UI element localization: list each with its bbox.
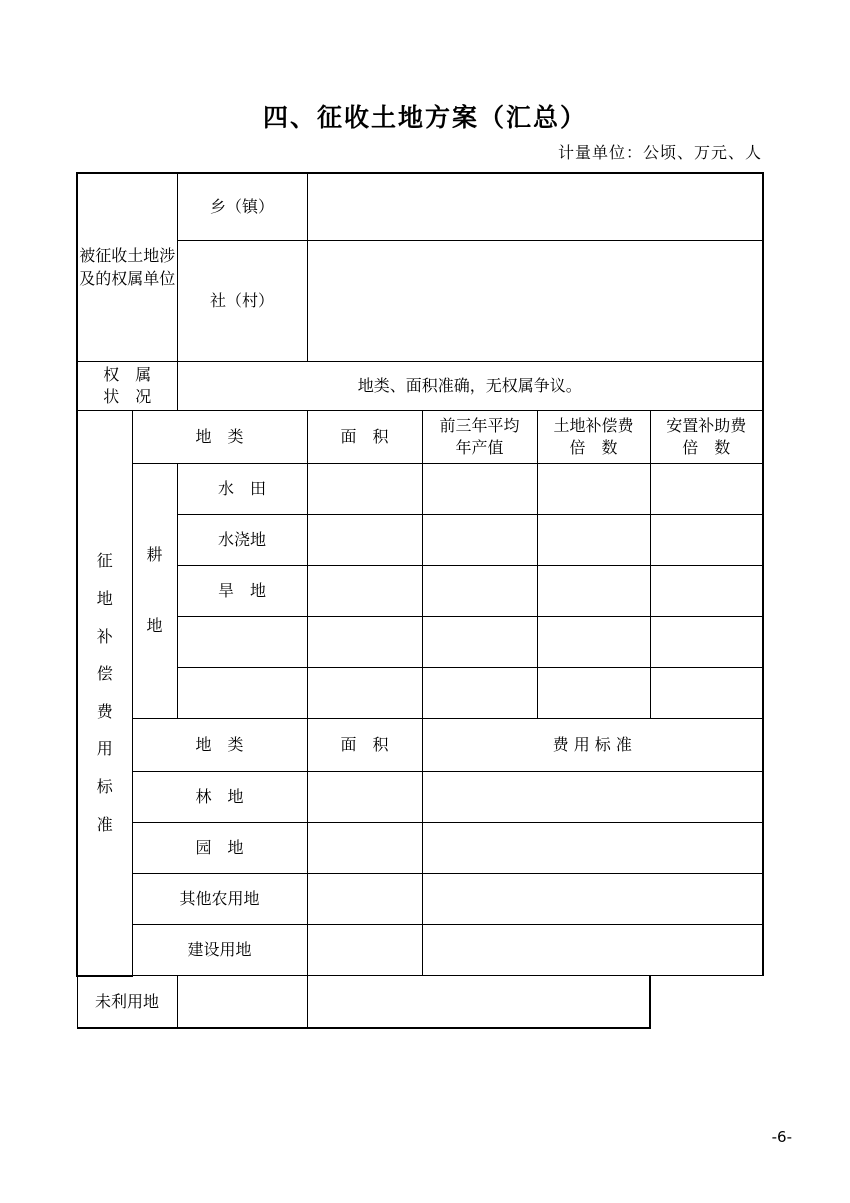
vlabel-char-1: 地 [96, 588, 113, 608]
cell-paddy-land-comp[interactable] [537, 464, 650, 515]
header-land-compensation-line2: 倍 数 [569, 438, 618, 457]
cell-irrigated-land-comp[interactable] [537, 515, 650, 566]
cell-dry-resettle[interactable] [650, 566, 763, 617]
vlabel-char-2: 补 [96, 626, 113, 646]
ownership-units-label-text: 被征收土地涉及的权属单位 [79, 246, 176, 288]
table-row-unused-land [77, 976, 763, 1028]
row-label-dry-land: 旱 地 [177, 566, 307, 617]
table-row-ownership-status [77, 362, 763, 411]
vlabel-char-7: 准 [96, 814, 113, 834]
row-label-forest-land: 林 地 [132, 772, 307, 823]
measurement-unit-note: 计量单位：公顷、万元、人 [557, 143, 762, 162]
header-resettlement-line1: 安置补助费 [666, 415, 747, 435]
header2-area: 面 积 [307, 719, 422, 772]
header-avg-yield-line2: 年产值 [455, 438, 504, 457]
table-row-garden-land [77, 823, 763, 874]
page-number: -6- [771, 1128, 792, 1146]
page-title: 四、征收土地方案（汇总） [262, 103, 587, 132]
cell-irrigated-resettle[interactable] [650, 515, 763, 566]
header-land-compensation [537, 411, 650, 464]
cell-blank2-area[interactable] [307, 668, 422, 719]
cell-irrigated-avg-yield[interactable] [422, 515, 537, 566]
table-row-dry-land [77, 566, 763, 617]
header-area: 面 积 [307, 411, 422, 464]
land-acquisition-table [76, 172, 764, 1029]
village-value[interactable] [307, 241, 763, 362]
vlabel-char-6: 标 [96, 776, 113, 796]
cell-blank1-avg-yield[interactable] [422, 617, 537, 668]
ownership-status-value[interactable]: 地类、面积准确，无权属争议。 [177, 362, 763, 411]
cell-dry-land-comp[interactable] [537, 566, 650, 617]
cell-blank1-resettle[interactable] [650, 617, 763, 668]
township-value[interactable] [307, 173, 763, 241]
row-label-construction-land: 建设用地 [132, 925, 307, 976]
row-label-irrigated-land: 水浇地 [177, 515, 307, 566]
table-row-blank-2 [77, 668, 763, 719]
cell-forest-fee[interactable] [422, 772, 763, 823]
cell-construction-area[interactable] [307, 925, 422, 976]
cell-otheragri-fee[interactable] [422, 874, 763, 925]
vlabel-char-0: 征 [96, 551, 113, 571]
table-row-construction-land [77, 925, 763, 976]
header-resettlement-subsidy [650, 411, 763, 464]
cell-paddy-resettle[interactable] [650, 464, 763, 515]
cell-unused-area[interactable] [177, 976, 307, 1028]
header-avg-yield [422, 411, 537, 464]
header2-land-type: 地 类 [132, 719, 307, 772]
cell-blank2-resettle[interactable] [650, 668, 763, 719]
cell-construction-fee[interactable] [422, 925, 763, 976]
cell-garden-fee[interactable] [422, 823, 763, 874]
cultivated-label-char-1: 地 [146, 616, 163, 635]
row-label-paddy-field: 水 田 [177, 464, 307, 515]
ownership-status-label [77, 362, 177, 411]
table-row-blank-1 [77, 617, 763, 668]
header-land-compensation-line1: 土地补偿费 [553, 415, 634, 435]
table-row-other-agricultural-land [77, 874, 763, 925]
vlabel-char-5: 用 [96, 739, 113, 759]
table-header-row-secondary [77, 719, 763, 772]
cultivated-label-char-0: 耕 [146, 545, 163, 565]
cell-forest-area[interactable] [307, 772, 422, 823]
row-label-blank-2[interactable] [177, 668, 307, 719]
land-acquisition-table-wrapper [76, 172, 762, 1029]
ownership-units-label [77, 173, 177, 362]
row-label-unused-land: 未利用地 [77, 976, 177, 1028]
ownership-status-label-line2: 状 况 [103, 387, 152, 406]
village-label: 社（村） [177, 241, 307, 362]
cell-dry-area[interactable] [307, 566, 422, 617]
township-label: 乡（镇） [177, 173, 307, 241]
row-label-garden-land: 园 地 [132, 823, 307, 874]
table-row-township [77, 173, 763, 241]
cell-blank2-land-comp[interactable] [537, 668, 650, 719]
vlabel-char-4: 费 [96, 701, 113, 721]
row-label-blank-1[interactable] [177, 617, 307, 668]
header-avg-yield-line1: 前三年平均 [439, 415, 520, 435]
table-row-village [77, 241, 763, 362]
vlabel-char-3: 偿 [96, 664, 113, 684]
cell-blank2-avg-yield[interactable] [422, 668, 537, 719]
header-resettlement-line2: 倍 数 [682, 438, 731, 457]
cell-paddy-area[interactable] [307, 464, 422, 515]
cell-blank1-land-comp[interactable] [537, 617, 650, 668]
cell-paddy-avg-yield[interactable] [422, 464, 537, 515]
cell-otheragri-area[interactable] [307, 874, 422, 925]
ownership-status-label-line1: 权 属 [103, 364, 152, 384]
row-label-other-agricultural-land: 其他农用地 [132, 874, 307, 925]
cell-irrigated-area[interactable] [307, 515, 422, 566]
cell-unused-fee[interactable] [307, 976, 650, 1028]
cell-blank1-area[interactable] [307, 617, 422, 668]
header2-fee-standard: 费 用 标 准 [422, 719, 763, 772]
header-land-type: 地 类 [132, 411, 307, 464]
table-header-row-primary [77, 411, 763, 464]
table-row-irrigated-land [77, 515, 763, 566]
table-row-forest-land [77, 772, 763, 823]
cell-dry-avg-yield[interactable] [422, 566, 537, 617]
table-row-paddy-field [77, 464, 763, 515]
cell-garden-area[interactable] [307, 823, 422, 874]
compensation-vertical-label [77, 411, 132, 976]
cultivated-land-label [132, 464, 177, 719]
